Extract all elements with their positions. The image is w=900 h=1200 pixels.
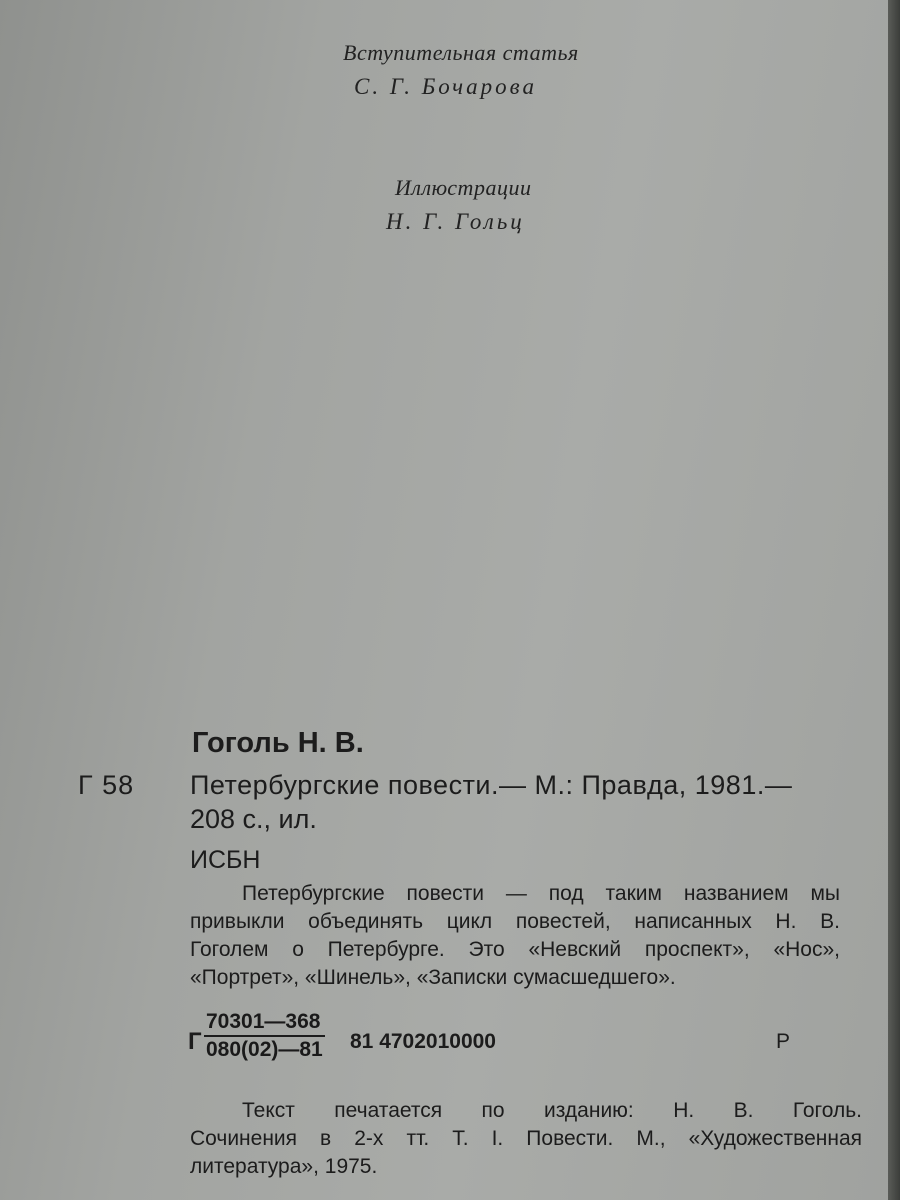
source-note (190, 1097, 862, 1181)
annotation-line: привыкли объединять цикл повестей, написанных Н. В. (190, 910, 840, 933)
fraction-numerator: 70301—368 (206, 1010, 321, 1033)
catalog-annotation (190, 880, 840, 992)
catalog-pages: 208 с., ил. (190, 804, 317, 834)
index-code: 81 4702010000 (350, 1030, 496, 1053)
illustrations-label: Иллюстрации (395, 175, 532, 200)
source-line: литература», 1975. (190, 1155, 378, 1178)
source-line: Сочинения в 2-х тт. Т. I. Повести. М., «Художественная (190, 1127, 862, 1150)
intro-label: Вступительная статья (343, 40, 579, 65)
annotation-line: Гоголем о Петербурге. Это «Невский проспект», «Нос», (190, 938, 840, 961)
catalog-fraction (204, 1010, 325, 1062)
page-edge-shadow (888, 0, 900, 1200)
fraction-denominator: 080(02)—81 (204, 1035, 325, 1062)
source-line: Текст печатается по изданию: Н. В. Гоголь. (242, 1099, 862, 1122)
illustrations-artist: Н. Г. Гольц (386, 209, 525, 234)
catalog-author: Гоголь Н. В. (192, 727, 364, 759)
index-letter: Г (188, 1028, 202, 1055)
class-letter: Р (776, 1030, 791, 1053)
intro-author: С. Г. Бочарова (354, 74, 537, 99)
annotation-line: Петербургские повести — под таким названием мы (242, 882, 840, 905)
annotation-line: «Портрет», «Шинель», «Записки сумасшедшего». (190, 966, 676, 989)
catalog-isbn: ИСБН (190, 846, 261, 874)
catalog-code: Г 58 (78, 770, 135, 800)
catalog-title-line: Петербургские повести.— М.: Правда, 1981.— (190, 770, 793, 800)
